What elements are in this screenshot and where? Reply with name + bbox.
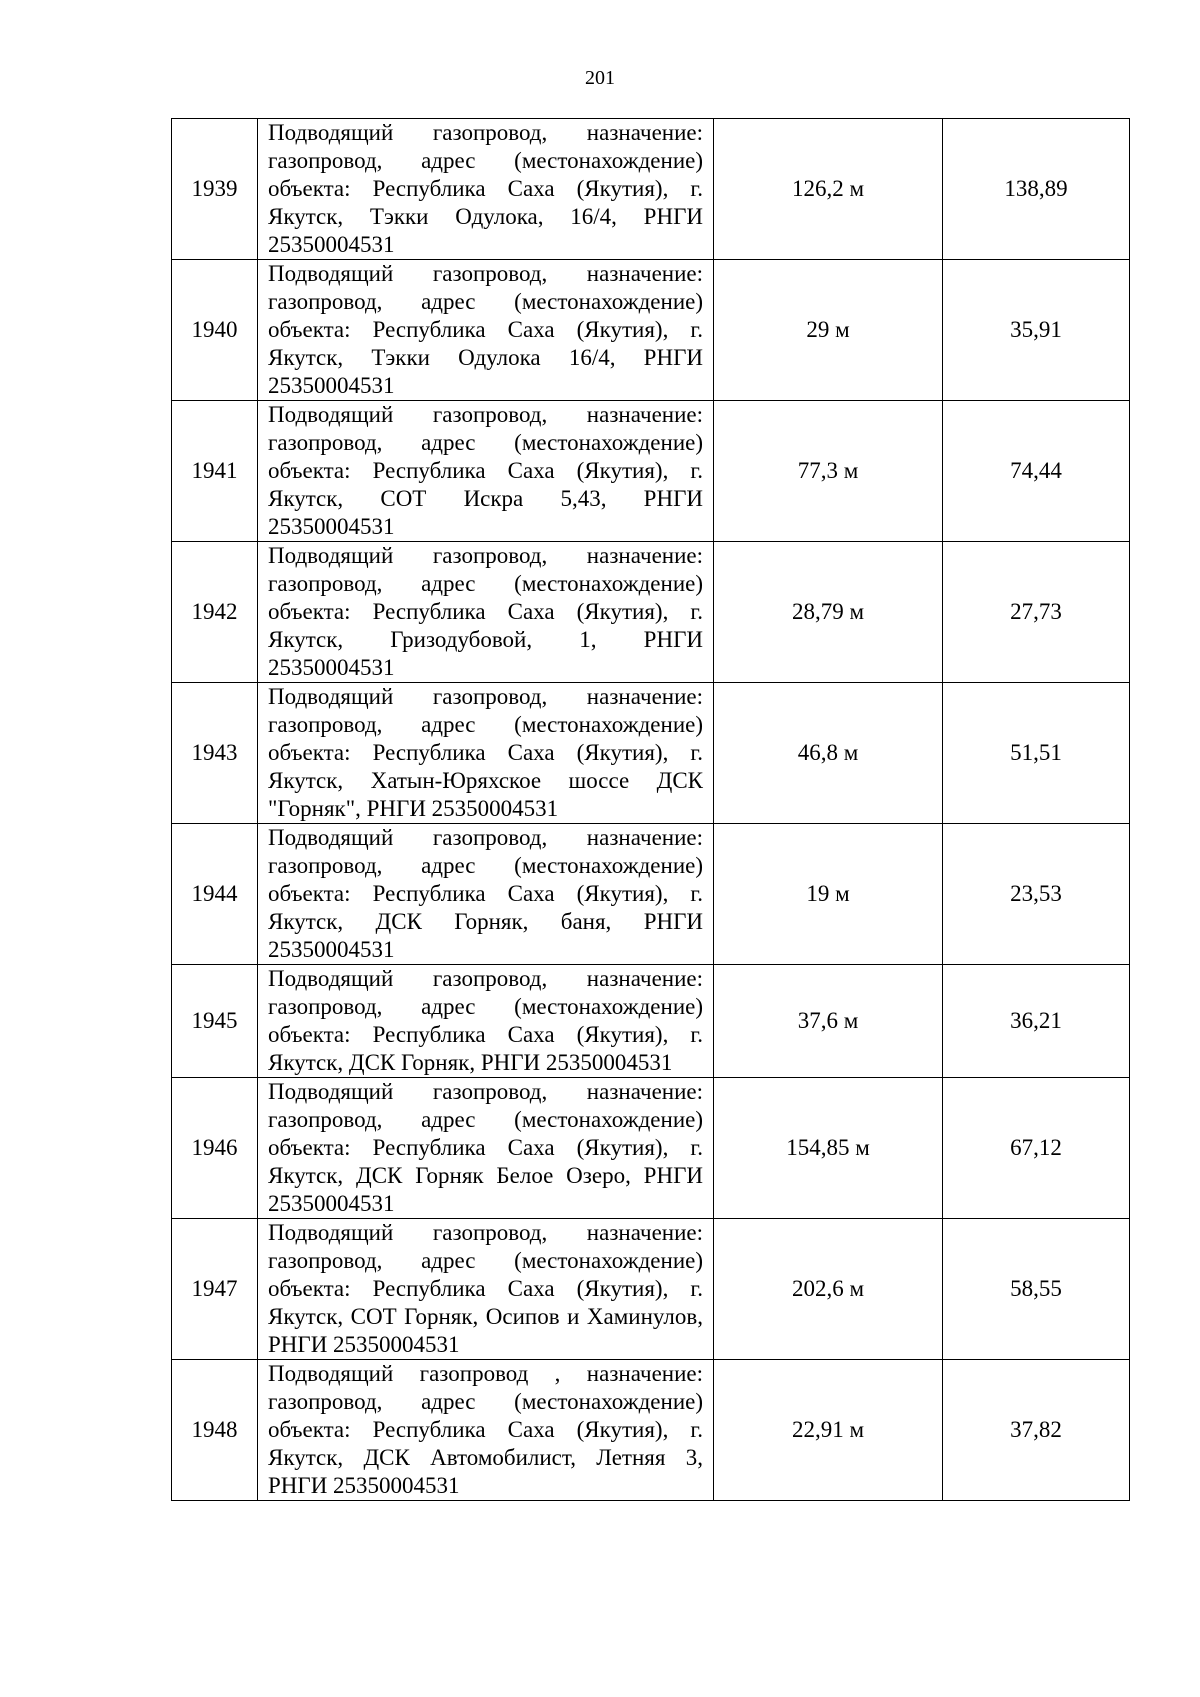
- table-row: [172, 1360, 1130, 1501]
- value-cell: 74,44: [943, 401, 1130, 542]
- value-cell: 51,51: [943, 683, 1130, 824]
- value-cell: 58,55: [943, 1219, 1130, 1360]
- row-number-cell: 1942: [172, 542, 258, 683]
- value-cell: 138,89: [943, 119, 1130, 260]
- table-row: [172, 1219, 1130, 1360]
- description-cell: Подводящий газопровод , назначение: газопровод, адрес (местонахождение) объекта: Республика Саха (Якутия), г. Якутск, ДСК Автомобилист, Летняя 3, РНГИ 25350004531: [258, 1360, 714, 1501]
- description-cell: Подводящий газопровод, назначение: газопровод, адрес (местонахождение) объекта: Республика Саха (Якутия), г. Якутск, Тэкки Одулока 16/4, РНГИ 25350004531: [258, 260, 714, 401]
- description-cell: Подводящий газопровод, назначение: газопровод, адрес (местонахождение) объекта: Республика Саха (Якутия), г. Якутск, Хатын-Юряхское шоссе ДСК "Горняк", РНГИ 25350004531: [258, 683, 714, 824]
- row-number-cell: 1947: [172, 1219, 258, 1360]
- description-cell: Подводящий газопровод, назначение: газопровод, адрес (местонахождение) объекта: Республика Саха (Якутия), г. Якутск, ДСК Горняк, баня, РНГИ 25350004531: [258, 824, 714, 965]
- property-registry-table: [171, 118, 1130, 1501]
- length-cell: 28,79 м: [714, 542, 943, 683]
- row-number-cell: 1939: [172, 119, 258, 260]
- row-number-cell: 1945: [172, 965, 258, 1078]
- table-row: [172, 119, 1130, 260]
- length-cell: 22,91 м: [714, 1360, 943, 1501]
- description-cell: Подводящий газопровод, назначение: газопровод, адрес (местонахождение) объекта: Республика Саха (Якутия), г. Якутск, СОТ Горняк, Осипов и Хаминулов, РНГИ 25350004531: [258, 1219, 714, 1360]
- length-cell: 202,6 м: [714, 1219, 943, 1360]
- table-row: [172, 965, 1130, 1078]
- length-cell: 29 м: [714, 260, 943, 401]
- length-cell: 154,85 м: [714, 1078, 943, 1219]
- page-number: 201: [585, 67, 615, 89]
- table-row: [172, 260, 1130, 401]
- length-cell: 126,2 м: [714, 119, 943, 260]
- row-number-cell: 1948: [172, 1360, 258, 1501]
- row-number-cell: 1943: [172, 683, 258, 824]
- description-cell: Подводящий газопровод, назначение: газопровод, адрес (местонахождение) объекта: Республика Саха (Якутия), г. Якутск, ДСК Горняк, РНГИ 25350004531: [258, 965, 714, 1078]
- value-cell: 27,73: [943, 542, 1130, 683]
- description-cell: Подводящий газопровод, назначение: газопровод, адрес (местонахождение) объекта: Республика Саха (Якутия), г. Якутск, Гризодубовой, 1, РНГИ 25350004531: [258, 542, 714, 683]
- description-cell: Подводящий газопровод, назначение: газопровод, адрес (местонахождение) объекта: Республика Саха (Якутия), г. Якутск, Тэкки Одулока, 16/4, РНГИ 25350004531: [258, 119, 714, 260]
- table-row: [172, 542, 1130, 683]
- value-cell: 37,82: [943, 1360, 1130, 1501]
- row-number-cell: 1941: [172, 401, 258, 542]
- row-number-cell: 1946: [172, 1078, 258, 1219]
- length-cell: 77,3 м: [714, 401, 943, 542]
- length-cell: 46,8 м: [714, 683, 943, 824]
- value-cell: 67,12: [943, 1078, 1130, 1219]
- length-cell: 37,6 м: [714, 965, 943, 1078]
- description-cell: Подводящий газопровод, назначение: газопровод, адрес (местонахождение) объекта: Республика Саха (Якутия), г. Якутск, ДСК Горняк Белое Озеро, РНГИ 25350004531: [258, 1078, 714, 1219]
- value-cell: 35,91: [943, 260, 1130, 401]
- value-cell: 36,21: [943, 965, 1130, 1078]
- length-cell: 19 м: [714, 824, 943, 965]
- table-row: [172, 683, 1130, 824]
- table-row: [172, 401, 1130, 542]
- table-row: [172, 824, 1130, 965]
- row-number-cell: 1944: [172, 824, 258, 965]
- description-cell: Подводящий газопровод, назначение: газопровод, адрес (местонахождение) объекта: Республика Саха (Якутия), г. Якутск, СОТ Искра 5,43, РНГИ 25350004531: [258, 401, 714, 542]
- row-number-cell: 1940: [172, 260, 258, 401]
- value-cell: 23,53: [943, 824, 1130, 965]
- table-row: [172, 1078, 1130, 1219]
